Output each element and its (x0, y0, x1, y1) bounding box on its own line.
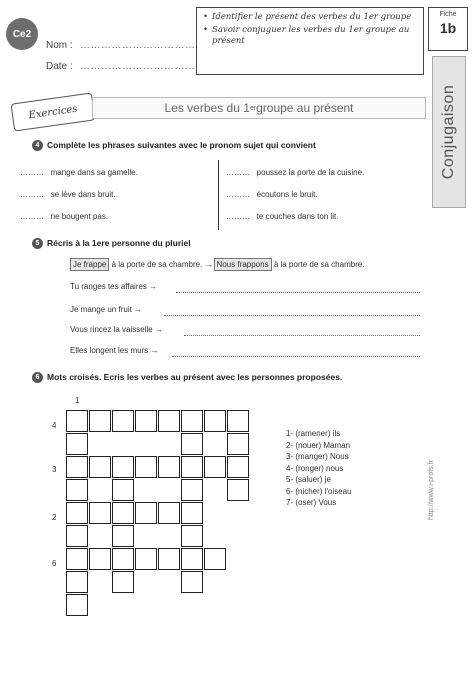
watermark-url: http://www.i-profs.fr (428, 460, 435, 520)
crossword-cell[interactable] (66, 502, 88, 524)
exercise-number: 6 (32, 372, 43, 383)
exercise-number: 4 (32, 140, 43, 151)
ex4-right-row (226, 190, 318, 199)
sentence-text: écoutons le bruit. (256, 190, 318, 199)
fiche-box (428, 7, 468, 51)
crossword-cell[interactable] (204, 456, 226, 478)
crossword-cell[interactable] (181, 433, 203, 455)
answer-line[interactable] (184, 335, 420, 336)
crossword-cell[interactable] (89, 410, 111, 432)
page-title (92, 97, 426, 119)
exercise-number: 5 (32, 238, 43, 249)
crossword-cell[interactable] (112, 479, 134, 501)
crossword-cell[interactable] (112, 571, 134, 593)
clue-item: 1- (ramener) ils (286, 429, 341, 438)
crossword-cell[interactable] (135, 456, 157, 478)
grid-number: 4 (52, 421, 57, 430)
blank-field[interactable]: ……… (20, 190, 44, 199)
crossword-cell[interactable] (66, 456, 88, 478)
date-label: Date : (46, 61, 73, 72)
crossword-cell[interactable] (89, 548, 111, 570)
blank-field[interactable]: ……… (226, 212, 250, 221)
crossword-cell[interactable] (181, 410, 203, 432)
crossword-cell[interactable] (204, 548, 226, 570)
clue-item: 7- (oser) Vous (286, 498, 337, 507)
example-text: à la porte de sa chambre. (111, 260, 203, 269)
sentence-text: ne bougent pas. (50, 212, 109, 221)
column-divider (218, 160, 219, 230)
exercices-stamp: Exercices (10, 92, 95, 131)
rewrite-prompt: Vous rincez la vaisselle → (70, 325, 163, 334)
ex4-right-row (226, 168, 364, 177)
blank-field[interactable]: ……… (20, 168, 44, 177)
answer-line[interactable] (172, 356, 420, 357)
sentence-text: te couches dans ton lit. (256, 212, 339, 221)
clue-item: 5- (saluer) je (286, 475, 331, 484)
exercise-5-instruction: Récris à la 1ere personne du pluriel (47, 238, 191, 248)
crossword-cell[interactable] (66, 594, 88, 616)
date-field[interactable]: …………………………… (80, 61, 196, 72)
crossword-cell[interactable] (181, 479, 203, 501)
crossword-cell[interactable] (112, 456, 134, 478)
title-sup: er (249, 104, 257, 112)
level-badge: Ce2 (6, 18, 38, 50)
ex4-left-row (20, 190, 116, 199)
clue-item: 4- (ronger) nous (286, 463, 344, 473)
answer-line[interactable] (164, 315, 420, 316)
exercise-6-instruction: Mots croisés. Ecris les verbes au présent avec les personnes proposées. (47, 372, 343, 382)
rewrite-prompt: Tu ranges tes affaires → (70, 282, 158, 291)
crossword-cell[interactable] (158, 456, 180, 478)
fiche-code: 1b (439, 20, 457, 36)
arrow-icon: → (204, 259, 214, 269)
exercise-4-instruction: Complète les phrases suivantes avec le pronom sujet qui convient (47, 140, 316, 150)
sentence-text: mange dans sa gamelle. (50, 168, 138, 177)
example-sentence (70, 259, 365, 269)
sentence-text: se lève dans bruit. (50, 190, 116, 199)
crossword-cell[interactable] (112, 525, 134, 547)
subject-tab (432, 56, 466, 208)
crossword-cell[interactable] (227, 456, 249, 478)
crossword-cell[interactable] (89, 502, 111, 524)
ex4-left-row (20, 168, 138, 177)
crossword-cell[interactable] (158, 410, 180, 432)
crossword-cell[interactable] (66, 525, 88, 547)
crossword-cell[interactable] (66, 479, 88, 501)
crossword-cell[interactable] (181, 502, 203, 524)
crossword-cell[interactable] (66, 433, 88, 455)
name-field[interactable]: …………………………… (80, 40, 196, 51)
crossword-cell[interactable] (181, 571, 203, 593)
grid-number: 1 (75, 396, 80, 405)
crossword-cell[interactable] (227, 410, 249, 432)
example-verb-plural: Nous frappons (214, 258, 272, 271)
blank-field[interactable]: ……… (20, 212, 44, 221)
crossword-cell[interactable] (66, 571, 88, 593)
crossword-cell[interactable] (181, 525, 203, 547)
crossword-cell[interactable] (112, 548, 134, 570)
crossword-cell[interactable] (89, 456, 111, 478)
objectives-box (196, 7, 424, 75)
objective-item: • Savoir conjuguer les verbes du 1er groupe au présent (203, 25, 417, 47)
title-before: Les verbes du 1 (164, 101, 250, 115)
crossword-cell[interactable] (112, 410, 134, 432)
sentence-text: poussez la porte de la cuisine. (256, 168, 365, 177)
subject-tab-label: Conjugaison (440, 84, 458, 180)
ex4-right-row (226, 212, 339, 221)
clue-item: 3- (manger) Nous (286, 452, 349, 461)
example-text: à la porte de sa chambre. (273, 260, 365, 269)
clue-item: 6- (nicher) l'oiseau (286, 486, 352, 496)
title-after: groupe au présent (256, 101, 354, 115)
clue-list (286, 428, 352, 509)
crossword-cell[interactable] (66, 410, 88, 432)
crossword-cell[interactable] (158, 548, 180, 570)
crossword-cell[interactable] (204, 410, 226, 432)
crossword-cell[interactable] (181, 456, 203, 478)
ex4-left-row (20, 212, 108, 221)
rewrite-prompt: Elles longent les murs → (70, 346, 159, 355)
blank-field[interactable]: ……… (226, 190, 250, 199)
example-verb-singular: Je frappe (70, 258, 109, 271)
crossword-cell[interactable] (227, 479, 249, 501)
crossword-cell[interactable] (135, 410, 157, 432)
grid-number: 3 (52, 465, 57, 474)
objective-item: • Identifier le présent des verbes du 1er groupe (203, 12, 417, 23)
crossword-cell[interactable] (181, 548, 203, 570)
grid-number: 2 (52, 513, 57, 522)
crossword-cell[interactable] (227, 433, 249, 455)
rewrite-prompt: Je mange un fruit → (70, 305, 143, 314)
grid-number: 6 (52, 559, 57, 568)
blank-field[interactable]: ……… (226, 168, 250, 177)
crossword-cell[interactable] (112, 502, 134, 524)
crossword-cell[interactable] (135, 502, 157, 524)
crossword-cell[interactable] (66, 548, 88, 570)
clue-item: 2- (nouer) Maman (286, 440, 351, 450)
crossword-cell[interactable] (135, 548, 157, 570)
fiche-label: Fiche (439, 11, 457, 18)
answer-line[interactable] (176, 292, 420, 293)
name-label: Nom : (46, 40, 73, 51)
crossword-cell[interactable] (158, 502, 180, 524)
